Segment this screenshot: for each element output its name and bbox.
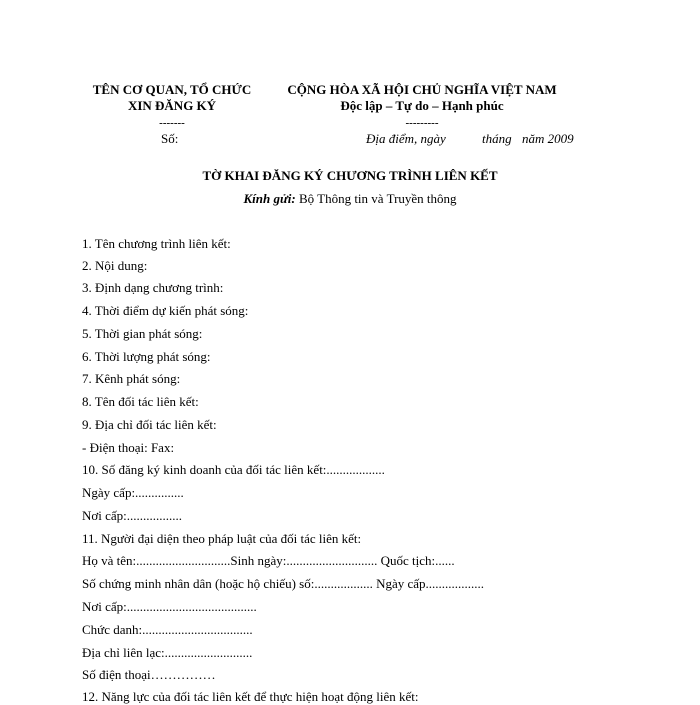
form-line-2: 2. Nội dung: — [82, 258, 148, 273]
form-line-phone-fax: - Điện thoại: Fax: — [82, 440, 175, 455]
form-line-11-id: Số chứng minh nhân dân (hoặc hộ chiếu) số:.................. Ngày cấp.................. — [82, 576, 485, 591]
motto-divider: --------- — [405, 117, 439, 129]
place-date-label: Địa điểm, ngày — [366, 131, 446, 146]
form-line-11-address: Địa chỉ liên lạc:........................... — [82, 645, 253, 660]
form-line-11-phone: Số điện thoại…………… — [82, 667, 216, 682]
form-line-12: 12. Năng lực của đối tác liên kết để thực hiện hoạt động liên kết: — [82, 689, 419, 704]
form-line-10: 10. Số đăng ký kinh doanh của đối tác liên kết:.................. — [82, 462, 385, 477]
org-name-line2: XIN ĐĂNG KÝ — [127, 98, 217, 113]
form-line-9: 9. Địa chỉ đối tác liên kết: — [82, 417, 217, 432]
form-line-10-issue-place: Nơi cấp:................. — [82, 508, 183, 523]
form-line-8: 8. Tên đối tác liên kết: — [82, 394, 199, 409]
document-number-label: Số: — [161, 131, 179, 146]
form-line-4: 4. Thời điểm dự kiến phát sóng: — [82, 303, 249, 318]
year-label: năm 2009 — [522, 131, 574, 146]
form-line-11-issue-place: Nơi cấp:........................................ — [82, 599, 257, 614]
org-divider: ------- — [159, 117, 185, 129]
month-label: tháng — [482, 131, 512, 146]
recipient-value: Bộ Thông tin và Truyền thông — [295, 191, 457, 206]
recipient-line — [243, 191, 456, 207]
form-line-7: 7. Kênh phát sóng: — [82, 371, 181, 386]
recipient-label: Kính gửi: — [243, 191, 296, 206]
document-title: TỜ KHAI ĐĂNG KÝ CHƯƠNG TRÌNH LIÊN KẾT — [202, 168, 498, 183]
form-line-11-position: Chức danh:.................................. — [82, 622, 253, 637]
form-line-5: 5. Thời gian phát sóng: — [82, 326, 203, 341]
motto: Độc lập – Tự do – Hạnh phúc — [340, 98, 504, 113]
form-line-10-issue-date: Ngày cấp:............... — [82, 485, 184, 500]
form-line-11: 11. Người đại diện theo pháp luật của đối tác liên kết: — [82, 531, 362, 546]
country-name: CỘNG HÒA XÃ HỘI CHỦ NGHĨA VIỆT NAM — [287, 82, 557, 97]
form-line-11-name: Họ và tên:.............................Sinh ngày:............................ Quốc tịch:...... — [82, 553, 455, 568]
form-line-3: 3. Định dạng chương trình: — [82, 280, 224, 295]
form-line-1: 1. Tên chương trình liên kết: — [82, 236, 231, 251]
form-line-6: 6. Thời lượng phát sóng: — [82, 349, 211, 364]
org-name-line1: TÊN CƠ QUAN, TỔ CHỨC — [92, 82, 252, 97]
